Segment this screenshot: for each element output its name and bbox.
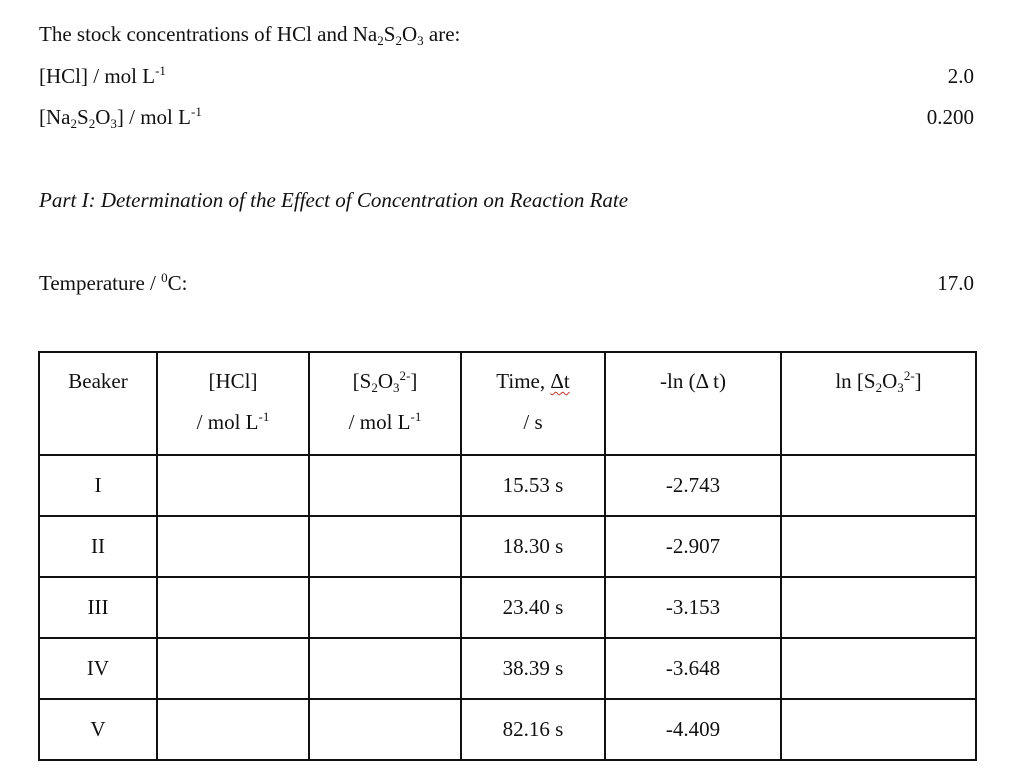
neg-ln-cell: -2.743 — [605, 455, 781, 516]
thiosulfate-cell[interactable] — [309, 516, 461, 577]
thiosulfate-stock-label: $[Na_2S_2O_3]$ / mol $L^{-1}$ — [39, 103, 202, 131]
time-cell: 18.30 s — [461, 516, 605, 577]
table-row — [39, 638, 976, 699]
neg-ln-cell: -3.648 — [605, 638, 781, 699]
time-cell: 38.39 s — [461, 638, 605, 699]
beaker-cell: V — [39, 699, 157, 760]
hcl-cell[interactable] — [157, 516, 309, 577]
header-thiosulfate: $[S_2O_3^{2-}]$ / mol $L^{-1}$ — [309, 352, 461, 455]
stock-concentrations-heading: The stock concentrations of HCl and $Na_2S_2O_3$ are: — [39, 22, 461, 48]
thiosulfate-cell[interactable] — [309, 699, 461, 760]
hcl-cell[interactable] — [157, 638, 309, 699]
beaker-cell: III — [39, 577, 157, 638]
ln-thiosulfate-cell[interactable] — [781, 577, 976, 638]
table-header-row — [39, 352, 976, 455]
hcl-cell[interactable] — [157, 577, 309, 638]
neg-ln-cell: -2.907 — [605, 516, 781, 577]
neg-ln-cell: -3.153 — [605, 577, 781, 638]
header-beaker: Beaker — [39, 352, 157, 455]
ln-thiosulfate-cell[interactable] — [781, 455, 976, 516]
neg-ln-cell: -4.409 — [605, 699, 781, 760]
beaker-cell: IV — [39, 638, 157, 699]
temperature-label: Temperature / $^0$C: — [39, 269, 188, 295]
table-row — [39, 455, 976, 516]
hcl-cell[interactable] — [157, 455, 309, 516]
ln-thiosulfate-cell[interactable] — [781, 699, 976, 760]
time-cell: 82.16 s — [461, 699, 605, 760]
beaker-cell: II — [39, 516, 157, 577]
thiosulfate-cell[interactable] — [309, 638, 461, 699]
header-ln-thiosulfate: $\ln [S_2O_3^{2-}]$ — [781, 352, 976, 455]
beaker-cell: I — [39, 455, 157, 516]
ln-thiosulfate-cell[interactable] — [781, 516, 976, 577]
time-cell: 15.53 s — [461, 455, 605, 516]
header-time: Time, Δt / s — [461, 352, 605, 455]
thiosulfate-cell[interactable] — [309, 577, 461, 638]
ln-thiosulfate-cell[interactable] — [781, 638, 976, 699]
time-cell: 23.40 s — [461, 577, 605, 638]
table-row — [39, 516, 976, 577]
temperature-value: 17.0 — [937, 271, 974, 295]
table-row — [39, 577, 976, 638]
part-title: Part I: Determination of the Effect of Concentration on Reaction Rate — [39, 188, 629, 212]
table-row — [39, 699, 976, 760]
hcl-stock-label: [HCl] / mol $L^{-1}$ — [39, 62, 166, 88]
header-hcl: [HCl] / mol $L^{-1}$ — [157, 352, 309, 455]
hcl-stock-value: 2.0 — [947, 64, 974, 88]
hcl-cell[interactable] — [157, 699, 309, 760]
header-neg-ln-time: -ln (Δ t) — [605, 352, 781, 455]
thiosulfate-cell[interactable] — [309, 455, 461, 516]
thiosulfate-stock-value: 0.200 — [926, 105, 974, 129]
rate-data-table — [38, 351, 977, 761]
